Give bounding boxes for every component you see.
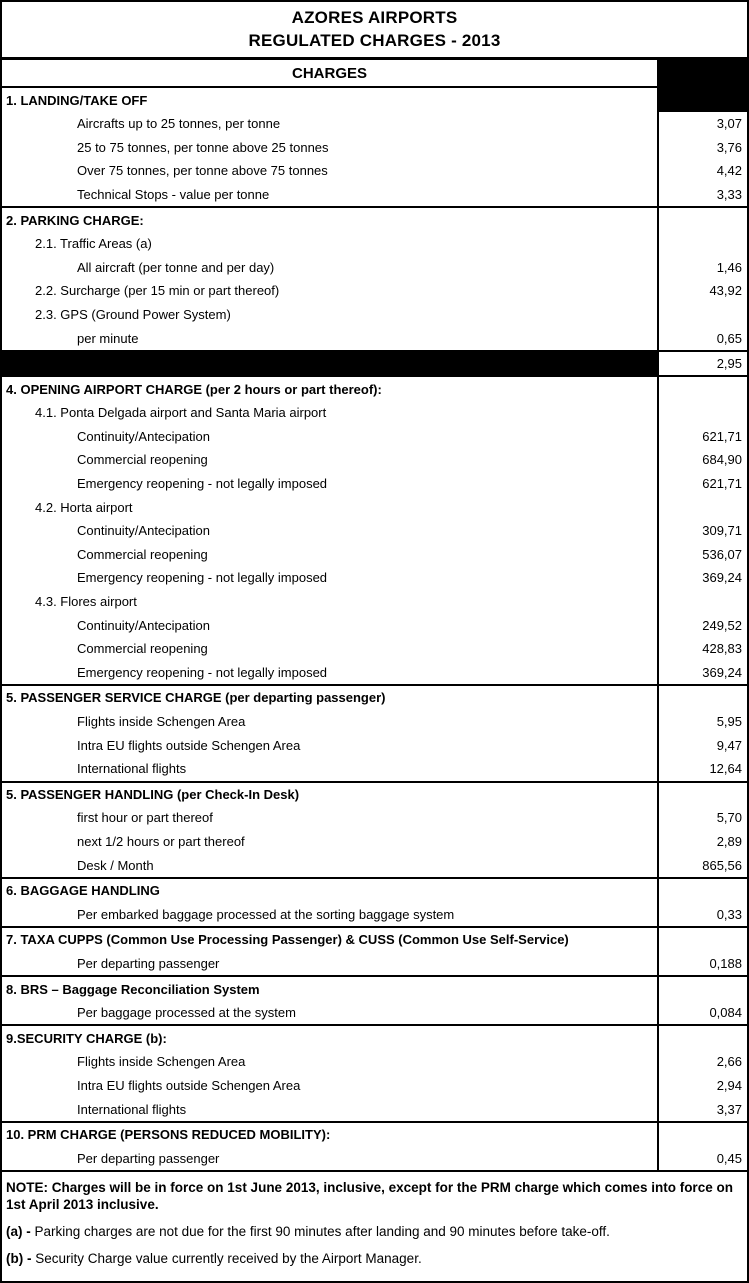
- charge-label: Commercial reopening: [77, 546, 208, 562]
- charge-value: [657, 879, 747, 903]
- charge-row: [2, 566, 747, 590]
- section-header-row: [2, 977, 747, 1001]
- charge-value: 2,94: [657, 1074, 747, 1098]
- charges-header-label: CHARGES: [291, 64, 367, 82]
- section-header-label: 6. BAGGAGE HANDLING: [6, 883, 160, 899]
- charge-row: [2, 853, 747, 877]
- charge-label: 2.1. Traffic Areas (a): [35, 236, 152, 252]
- charge-row: [2, 425, 747, 449]
- charge-value: 0,188: [657, 952, 747, 976]
- charge-row: [2, 543, 747, 567]
- charge-row: [2, 472, 747, 496]
- note-a-text: Parking charges are not due for the first 90 minutes after landing and 90 minutes before take-off.: [34, 1224, 610, 1239]
- charge-label: International flights: [77, 761, 187, 777]
- charge-label: Commercial reopening: [77, 641, 208, 657]
- charge-value: 369,24: [657, 661, 747, 685]
- charge-value: 3,37: [657, 1097, 747, 1121]
- title-line-2: REGULATED CHARGES - 2013: [248, 31, 501, 50]
- charge-value: 621,71: [657, 425, 747, 449]
- charge-row: [2, 710, 747, 734]
- charge-value: 1,46: [657, 255, 747, 279]
- charge-label: 4.1. Ponta Delgada airport and Santa Maria airport: [35, 405, 327, 421]
- section-header-row: [2, 928, 747, 952]
- section-header-label: 10. PRM CHARGE (PERSONS REDUCED MOBILITY):: [6, 1127, 331, 1143]
- section-passenger-handling: [2, 783, 747, 879]
- charge-label: next 1/2 hours or part thereof: [77, 833, 245, 849]
- charge-value: [657, 401, 747, 425]
- charge-label: International flights: [77, 1101, 187, 1117]
- charge-row: [2, 637, 747, 661]
- charge-row: [2, 1097, 747, 1121]
- charge-value: 5,95: [657, 710, 747, 734]
- charge-row: [2, 495, 747, 519]
- note-a-prefix: (a) -: [6, 1224, 31, 1239]
- charge-row: [2, 661, 747, 685]
- section-header-row: [2, 88, 747, 112]
- charge-value: 43,92: [657, 279, 747, 303]
- charge-value: [657, 1123, 747, 1147]
- charge-label: 4.3. Flores airport: [35, 594, 137, 610]
- notes-box: [2, 1172, 747, 1281]
- charge-row: [2, 519, 747, 543]
- charge-value: 0,45: [657, 1146, 747, 1170]
- section-header-label: 2. PARKING CHARGE:: [6, 212, 144, 228]
- section-landing-take-off: [2, 88, 747, 208]
- section-header-label: 5. PASSENGER HANDLING (per Check-In Desk): [6, 786, 300, 802]
- charge-label: per minute: [77, 330, 139, 346]
- charge-label: Per baggage processed at the system: [77, 1005, 296, 1021]
- charge-value: 2,95: [657, 352, 747, 376]
- charge-label: Per embarked baggage processed at the sorting baggage system: [77, 906, 455, 922]
- charge-value: 0,33: [657, 902, 747, 926]
- charge-row: [2, 1001, 747, 1025]
- charge-value: 2,89: [657, 830, 747, 854]
- section-header-label: 4. OPENING AIRPORT CHARGE (per 2 hours or part thereof):: [6, 381, 382, 397]
- charge-value: 0,084: [657, 1001, 747, 1025]
- charge-value: [657, 495, 747, 519]
- charge-row: [2, 401, 747, 425]
- section-brs: [2, 977, 747, 1026]
- charge-row: [2, 613, 747, 637]
- charge-label: 25 to 75 tonnes, per tonne above 25 tonnes: [77, 139, 329, 155]
- section-parking-charge: [2, 208, 747, 352]
- charge-value: [657, 303, 747, 327]
- charge-label: Continuity/Antecipation: [77, 428, 210, 444]
- charge-label: Per departing passenger: [77, 955, 220, 971]
- redacted-row: [2, 352, 747, 376]
- note-b-prefix: (b) -: [6, 1251, 32, 1266]
- note-general-text: Charges will be in force on 1st June 2013, inclusive, except for the PRM charge which comes into force on 1st April 2013 inclusive.: [6, 1180, 733, 1212]
- section-header-row: [2, 783, 747, 807]
- charge-label: 2.3. GPS (Ground Power System): [35, 306, 231, 322]
- charge-value: [657, 686, 747, 710]
- charge-value: [657, 377, 747, 401]
- charge-row: [2, 112, 747, 136]
- charge-row: [2, 902, 747, 926]
- value-column-header-redacted-cell: [657, 60, 747, 86]
- charge-label: Intra EU flights outside Schengen Area: [77, 737, 301, 753]
- charge-row: [2, 733, 747, 757]
- charge-label: Flights inside Schengen Area: [77, 1054, 246, 1070]
- charge-value: 3,07: [657, 112, 747, 136]
- charge-row: [2, 303, 747, 327]
- charge-value: [657, 783, 747, 807]
- section-prm-charge: [2, 1123, 747, 1172]
- charge-row: [2, 135, 747, 159]
- charge-label: 4.2. Horta airport: [35, 499, 133, 515]
- section-header-row: [2, 377, 747, 401]
- note-b-text: Security Charge value currently received by the Airport Manager.: [35, 1251, 422, 1266]
- charge-value: 5,70: [657, 806, 747, 830]
- charge-value: [657, 1026, 747, 1050]
- charge-row: [2, 1050, 747, 1074]
- charge-row: [2, 448, 747, 472]
- section-security-charge: [2, 1026, 747, 1122]
- charge-value: 428,83: [657, 637, 747, 661]
- charge-row: [2, 255, 747, 279]
- charge-value: 684,90: [657, 448, 747, 472]
- value-column-header-redacted-cell: [657, 88, 747, 112]
- document-title: [2, 2, 747, 60]
- section-baggage-handling: [2, 879, 747, 928]
- charge-value: 865,56: [657, 853, 747, 877]
- note-a: [6, 1223, 742, 1240]
- charges-table: [2, 88, 747, 1172]
- charge-value: 3,76: [657, 135, 747, 159]
- charge-value: 369,24: [657, 566, 747, 590]
- charges-header-row: [2, 60, 747, 88]
- charge-label: Emergency reopening - not legally imposed: [77, 664, 328, 680]
- charge-label: Intra EU flights outside Schengen Area: [77, 1077, 301, 1093]
- section-header-label: 9.SECURITY CHARGE (b):: [6, 1030, 167, 1046]
- charge-row: [2, 279, 747, 303]
- section-opening-airport-charge: [2, 377, 747, 686]
- section-header-row: [2, 208, 747, 232]
- section-header-label: 8. BRS – Baggage Reconciliation System: [6, 981, 260, 997]
- charge-row: [2, 326, 747, 350]
- charge-row: [2, 159, 747, 183]
- section-passenger-service-charge: [2, 686, 747, 782]
- redacted-cell: [2, 352, 657, 376]
- charge-label: Desk / Month: [77, 857, 154, 873]
- section-header-row: [2, 1026, 747, 1050]
- charge-value: 9,47: [657, 733, 747, 757]
- charge-label: All aircraft (per tonne and per day): [77, 259, 275, 275]
- charge-label: Emergency reopening - not legally imposed: [77, 570, 328, 586]
- charge-row: [2, 952, 747, 976]
- charge-label: first hour or part thereof: [77, 810, 213, 826]
- charge-value: 12,64: [657, 757, 747, 781]
- charge-row: [2, 1074, 747, 1098]
- charge-label: 2.2. Surcharge (per 15 min or part thereof): [35, 283, 280, 299]
- charge-row: [2, 590, 747, 614]
- charge-value: [657, 928, 747, 952]
- charge-label: Continuity/Antecipation: [77, 617, 210, 633]
- section-header-label: 5. PASSENGER SERVICE CHARGE (per departing passenger): [6, 690, 386, 706]
- charge-label: Commercial reopening: [77, 452, 208, 468]
- charge-label: Aircrafts up to 25 tonnes, per tonne: [77, 116, 281, 132]
- charge-label: Per departing passenger: [77, 1150, 220, 1166]
- charge-label: Flights inside Schengen Area: [77, 714, 246, 730]
- charge-value: 536,07: [657, 543, 747, 567]
- section-header-label: 1. LANDING/TAKE OFF: [6, 92, 148, 108]
- charge-value: 3,33: [657, 183, 747, 207]
- charge-row: [2, 1146, 747, 1170]
- charge-value: [657, 208, 747, 232]
- section-header-label: 7. TAXA CUPPS (Common Use Processing Passenger) & CUSS (Common Use Self-Service): [6, 932, 569, 948]
- charge-value: 4,42: [657, 159, 747, 183]
- charge-label: Over 75 tonnes, per tonne above 75 tonnes: [77, 163, 328, 179]
- title-line-1: AZORES AIRPORTS: [291, 8, 458, 27]
- charge-row: [2, 806, 747, 830]
- note-general-prefix: NOTE:: [6, 1180, 48, 1195]
- section-header-row: [2, 1123, 747, 1147]
- section-taxa-cupps-cuss: [2, 928, 747, 977]
- charge-label: Continuity/Antecipation: [77, 523, 210, 539]
- section-header-row: [2, 686, 747, 710]
- charge-label: Technical Stops - value per tonne: [77, 186, 270, 202]
- note-general: [6, 1179, 742, 1213]
- charge-value: [657, 590, 747, 614]
- section-redacted-section: [2, 352, 747, 378]
- charge-value: 309,71: [657, 519, 747, 543]
- charge-value: [657, 232, 747, 256]
- charge-value: 0,65: [657, 326, 747, 350]
- charge-value: 249,52: [657, 613, 747, 637]
- charge-row: [2, 183, 747, 207]
- charge-row: [2, 757, 747, 781]
- charge-value: 621,71: [657, 472, 747, 496]
- charge-label: Emergency reopening - not legally imposed: [77, 476, 328, 492]
- charge-value: 2,66: [657, 1050, 747, 1074]
- section-header-row: [2, 879, 747, 903]
- charge-value: [657, 977, 747, 1001]
- note-b: [6, 1250, 742, 1267]
- charge-row: [2, 830, 747, 854]
- charge-row: [2, 232, 747, 256]
